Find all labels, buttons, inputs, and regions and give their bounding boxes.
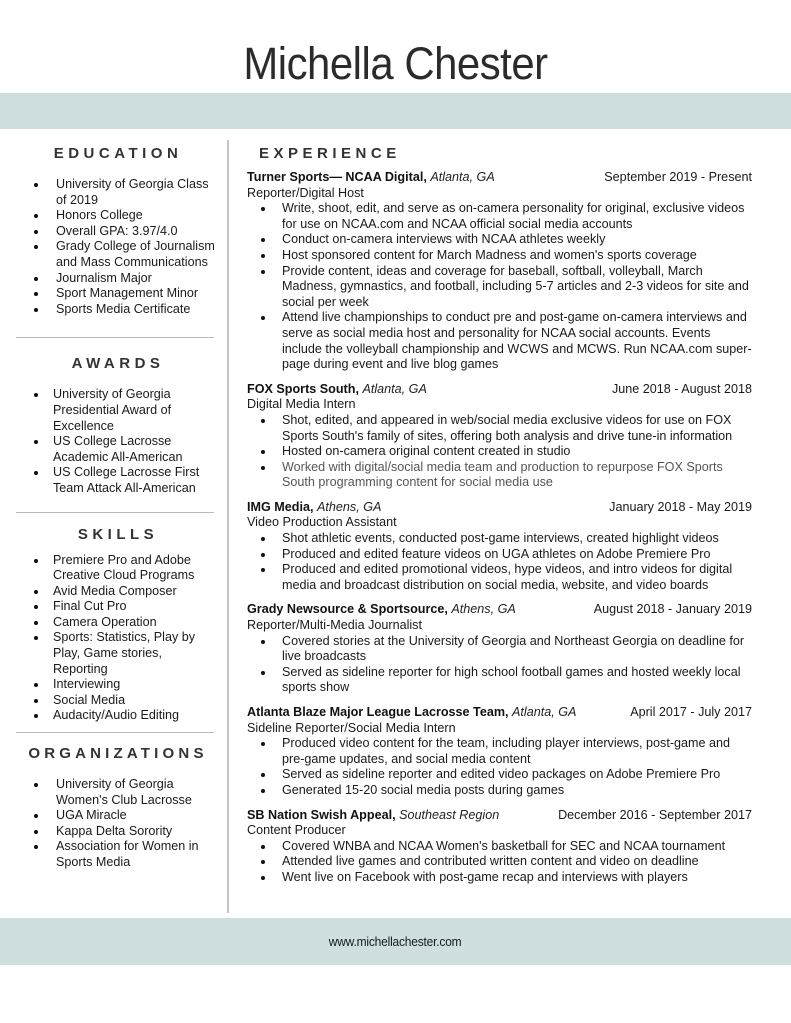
job-org: SB Nation Swish Appeal,: [247, 807, 396, 822]
column-divider: [227, 140, 229, 913]
sidebar: [16, 142, 216, 871]
job-entry: [247, 382, 752, 491]
education-item: University of Georgia Class of 2019: [16, 177, 216, 208]
job-bullet: Served as sideline reporter and edited video packages on Adobe Premiere Pro: [247, 767, 752, 783]
organization-item: Kappa Delta Sorority: [16, 824, 216, 840]
job-bullets: [247, 413, 752, 491]
award-item: US College Lacrosse Academic All-American: [16, 434, 216, 465]
job-bullets: [247, 736, 752, 798]
job-bullet: Generated 15-20 social media posts during games: [247, 783, 752, 799]
job-bullet: Provide content, ideas and coverage for baseball, softball, volleyball, March Madness, gymnastics, and football, including 5-7 articles and 2-3 videos for site and social per week: [247, 264, 752, 311]
education-heading: EDUCATION: [53, 145, 183, 162]
job-employer: [247, 382, 427, 398]
job-bullet: Worked with digital/social media team and production to repurpose FOX Sports South programming content for social media use: [247, 460, 752, 491]
organization-item: University of Georgia Women's Club Lacrosse: [16, 777, 216, 808]
job-dates: January 2018 - May 2019: [609, 499, 752, 514]
section-divider: [16, 512, 214, 513]
skills-section: [16, 526, 216, 725]
job-bullet: Went live on Facebook with post-game recap and interviews with players: [247, 870, 752, 886]
section-divider: [16, 337, 214, 338]
job-org: Atlanta Blaze Major League Lacrosse Team,: [247, 705, 509, 719]
job-org: Grady Newsource & Sportsource,: [247, 602, 448, 617]
section-divider: [16, 732, 214, 733]
job-dates: April 2017 - July 2017: [630, 705, 752, 719]
award-item: University of Georgia Presidential Award of Excellence: [16, 387, 216, 434]
education-item: Overall GPA: 3.97/4.0: [16, 224, 216, 240]
job-bullet: Host sponsored content for March Madness and women's sports coverage: [247, 248, 752, 264]
job-header: [247, 808, 752, 824]
job-org: IMG Media,: [247, 499, 314, 514]
job-employer: [247, 705, 576, 721]
job-bullet: Hosted on-camera original content created in studio: [247, 444, 752, 460]
job-bullet: Produced video content for the team, including player interviews, post-game and pre-game updates, and social media content: [247, 736, 752, 767]
job-bullet: Attend live championships to conduct pre and post-game on-camera interviews and serve as social media host and personality for NCAA social accounts. Events include the volleyball championship and WCWS and MCWS. Run NCAA.com super-page during event and live blog games: [247, 310, 752, 372]
education-item: Grady College of Journalism and Mass Communications: [16, 239, 216, 270]
job-org: Turner Sports— NCAA Digital,: [247, 170, 427, 184]
skill-item: Camera Operation: [16, 615, 216, 631]
job-header: [247, 500, 752, 516]
skills-heading: SKILLS: [77, 525, 159, 543]
job-location: Atlanta, GA: [512, 705, 577, 719]
job-bullet: Produced and edited feature videos on UGA athletes on Adobe Premiere Pro: [247, 547, 752, 563]
skill-item: Sports: Statistics, Play by Play, Game stories, Reporting: [16, 630, 216, 677]
experience-heading: EXPERIENCE: [259, 145, 401, 162]
education-section: [16, 145, 216, 317]
job-header: [247, 382, 752, 398]
job-list: [247, 170, 752, 886]
job-employer: [247, 808, 499, 824]
organizations-heading: ORGANIZATIONS: [28, 745, 208, 763]
job-entry: [247, 170, 752, 373]
job-bullet: Attended live games and contributed written content and video on deadline: [247, 854, 752, 870]
skill-item: Final Cut Pro: [16, 599, 216, 615]
job-bullet: Write, shoot, edit, and serve as on-camera personality for original, exclusive videos for use on NCAA.com and NCAA official social media accounts: [247, 201, 752, 232]
job-entry: [247, 602, 752, 696]
skill-item: Interviewing: [16, 677, 216, 693]
job-dates: September 2019 - Present: [604, 170, 752, 184]
footer-band: [0, 918, 791, 965]
job-employer: [247, 170, 495, 186]
awards-list: [16, 387, 216, 496]
job-location: Atlanta, GA: [430, 170, 495, 184]
job-location: Atlanta, GA: [362, 381, 427, 396]
job-employer: [247, 602, 516, 618]
skill-item: Avid Media Composer: [16, 584, 216, 600]
awards-heading: AWARDS: [71, 355, 165, 373]
job-employer: [247, 500, 381, 516]
education-item: Honors College: [16, 208, 216, 224]
organization-item: Association for Women in Sports Media: [16, 839, 216, 870]
job-location: Athens, GA: [316, 499, 382, 514]
header-band: [0, 93, 791, 129]
job-title: Video Production Assistant: [247, 515, 397, 530]
job-location: Southeast Region: [399, 807, 500, 822]
organizations-list: [16, 777, 216, 871]
job-header: [247, 705, 752, 721]
job-dates: August 2018 - January 2019: [593, 602, 752, 617]
skill-item: Audacity/Audio Editing: [16, 708, 216, 724]
job-bullets: [247, 531, 752, 593]
job-bullet: Served as sideline reporter for high school football games and hosted weekly local sports show: [247, 665, 752, 696]
job-entry: [247, 705, 752, 799]
skill-item: Premiere Pro and Adobe Creative Cloud Programs: [16, 553, 216, 584]
experience-section: [247, 142, 752, 895]
job-header: [247, 170, 752, 186]
award-item: US College Lacrosse First Team Attack All-American: [16, 465, 216, 496]
job-entry: [247, 808, 752, 886]
job-header: [247, 602, 752, 618]
job-bullet: Conduct on-camera interviews with NCAA athletes weekly: [247, 232, 752, 248]
job-title: Content Producer: [247, 823, 346, 838]
job-dates: June 2018 - August 2018: [611, 381, 752, 396]
job-bullet: Covered stories at the University of Georgia and Northeast Georgia on deadline for live broadcasts: [247, 634, 752, 665]
education-item: Sport Management Minor: [16, 286, 216, 302]
resume-name: Michella Chester: [243, 38, 548, 89]
job-title: Sideline Reporter/Social Media Intern: [247, 720, 456, 735]
job-org: FOX Sports South,: [247, 381, 359, 396]
education-item: Journalism Major: [16, 271, 216, 287]
job-bullet: Produced and edited promotional videos, hype videos, and intro videos for digital media and broadcast distribution on social media, website, and video boards: [247, 562, 752, 593]
organizations-section: [16, 745, 216, 871]
job-bullets: [247, 839, 752, 886]
job-bullet: Covered WNBA and NCAA Women's basketball for SEC and NCAA tournament: [247, 839, 752, 855]
education-item: Sports Media Certificate: [16, 302, 216, 318]
awards-section: [16, 355, 216, 496]
job-dates: December 2016 - September 2017: [558, 807, 752, 822]
job-location: Athens, GA: [451, 602, 516, 617]
website-link[interactable]: www.michellachester.com: [329, 934, 462, 949]
job-title: Digital Media Intern: [247, 397, 356, 412]
job-bullet: Shot, edited, and appeared in web/social media exclusive videos for use on FOX Sports South's family of sites, offering both analysis and drive tune-in information: [247, 413, 752, 444]
skills-list: [16, 553, 216, 725]
job-title: Reporter/Multi-Media Journalist: [247, 618, 422, 633]
job-bullets: [247, 201, 752, 373]
organization-item: UGA Miracle: [16, 808, 216, 824]
job-bullet: Shot athletic events, conducted post-game interviews, created highlight videos: [247, 531, 752, 547]
skill-item: Social Media: [16, 693, 216, 709]
job-bullets: [247, 634, 752, 696]
education-list: [16, 177, 216, 317]
job-title: Reporter/Digital Host: [247, 185, 364, 200]
job-entry: [247, 500, 752, 594]
